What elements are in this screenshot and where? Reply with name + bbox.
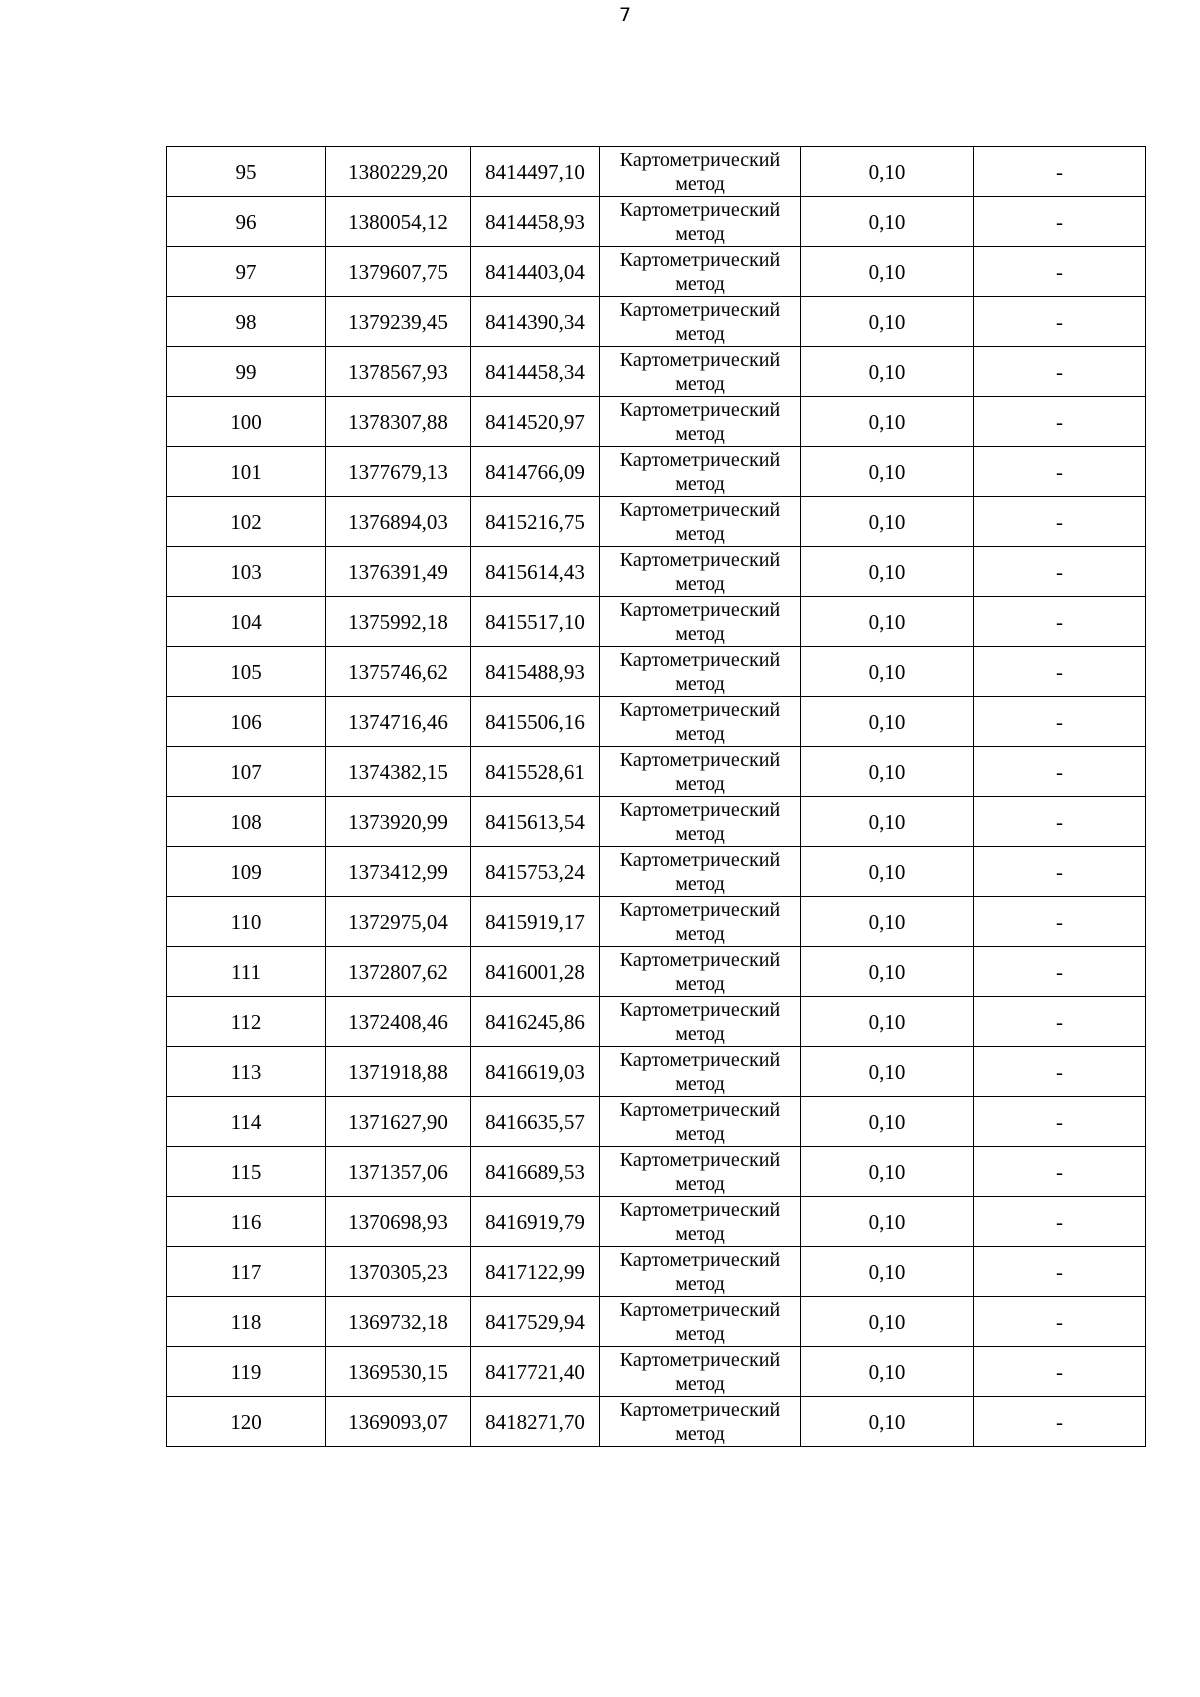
method-cell [600,447,801,497]
method-cell [600,1247,801,1297]
table-row [167,1097,1146,1147]
method-cell [600,1047,801,1097]
accuracy-cell: 0,10 [801,897,974,947]
x-coordinate-cell: 1379239,45 [326,297,471,347]
y-coordinate-cell: 8414497,10 [471,147,600,197]
point-number-cell: 99 [167,347,326,397]
x-coordinate-cell: 1374716,46 [326,697,471,747]
accuracy-cell: 0,10 [801,847,974,897]
point-number-cell: 111 [167,947,326,997]
accuracy-cell: 0,10 [801,1047,974,1097]
accuracy-cell: 0,10 [801,1197,974,1247]
method-cell [600,347,801,397]
x-coordinate-cell: 1372408,46 [326,997,471,1047]
method-line-1: Картометрический [619,348,781,371]
note-cell: - [974,497,1146,547]
accuracy-cell: 0,10 [801,247,974,297]
accuracy-cell: 0,10 [801,1147,974,1197]
method-cell [600,1197,801,1247]
y-coordinate-cell: 8417721,40 [471,1347,600,1397]
method-cell [600,1297,801,1347]
table-row [167,297,1146,347]
y-coordinate-cell: 8414766,09 [471,447,600,497]
method-line-2: метод [675,272,725,295]
accuracy-cell: 0,10 [801,747,974,797]
method-line-1: Картометрический [619,898,781,921]
method-cell [600,1097,801,1147]
y-coordinate-cell: 8415216,75 [471,497,600,547]
point-number-cell: 95 [167,147,326,197]
method-cell [600,897,801,947]
method-cell [600,997,801,1047]
x-coordinate-cell: 1376894,03 [326,497,471,547]
point-number-cell: 105 [167,647,326,697]
method-line-1: Картометрический [619,1298,781,1321]
point-number-cell: 119 [167,1347,326,1397]
method-cell [600,547,801,597]
note-cell: - [974,1197,1146,1247]
x-coordinate-cell: 1376391,49 [326,547,471,597]
accuracy-cell: 0,10 [801,797,974,847]
table-row [167,1197,1146,1247]
method-cell [600,247,801,297]
note-cell: - [974,747,1146,797]
method-line-2: метод [675,772,725,795]
y-coordinate-cell: 8418271,70 [471,1397,600,1447]
table-row [167,797,1146,847]
point-number-cell: 118 [167,1297,326,1347]
note-cell: - [974,1147,1146,1197]
note-cell: - [974,347,1146,397]
x-coordinate-cell: 1373412,99 [326,847,471,897]
method-cell [600,947,801,997]
y-coordinate-cell: 8416689,53 [471,1147,600,1197]
table-row [167,347,1146,397]
method-cell [600,797,801,847]
method-line-2: метод [675,722,725,745]
y-coordinate-cell: 8416619,03 [471,1047,600,1097]
method-cell [600,1147,801,1197]
method-line-1: Картометрический [619,748,781,771]
table-row [167,947,1146,997]
method-line-1: Картометрический [619,1148,781,1171]
page-number: 7 [618,4,632,26]
note-cell: - [974,697,1146,747]
method-line-2: метод [675,1422,725,1445]
method-line-2: метод [675,322,725,345]
method-cell [600,847,801,897]
accuracy-cell: 0,10 [801,1347,974,1397]
method-line-1: Картометрический [619,798,781,821]
accuracy-cell: 0,10 [801,1397,974,1447]
note-cell: - [974,647,1146,697]
point-number-cell: 97 [167,247,326,297]
method-line-1: Картометрический [619,698,781,721]
method-line-2: метод [675,172,725,195]
method-line-1: Картометрический [619,648,781,671]
method-line-2: метод [675,372,725,395]
x-coordinate-cell: 1375992,18 [326,597,471,647]
note-cell: - [974,1297,1146,1347]
note-cell: - [974,397,1146,447]
x-coordinate-cell: 1373920,99 [326,797,471,847]
method-line-2: метод [675,672,725,695]
accuracy-cell: 0,10 [801,547,974,597]
point-number-cell: 101 [167,447,326,497]
point-number-cell: 102 [167,497,326,547]
y-coordinate-cell: 8415753,24 [471,847,600,897]
method-line-2: метод [675,822,725,845]
method-line-1: Картометрический [619,1198,781,1221]
x-coordinate-cell: 1380229,20 [326,147,471,197]
y-coordinate-cell: 8414458,93 [471,197,600,247]
accuracy-cell: 0,10 [801,1247,974,1297]
method-line-2: метод [675,922,725,945]
y-coordinate-cell: 8416635,57 [471,1097,600,1147]
x-coordinate-cell: 1370305,23 [326,1247,471,1297]
method-line-2: метод [675,422,725,445]
point-number-cell: 104 [167,597,326,647]
method-cell [600,647,801,697]
x-coordinate-cell: 1369732,18 [326,1297,471,1347]
table-row [167,1347,1146,1397]
point-number-cell: 103 [167,547,326,597]
accuracy-cell: 0,10 [801,697,974,747]
x-coordinate-cell: 1374382,15 [326,747,471,797]
point-number-cell: 109 [167,847,326,897]
method-cell [600,147,801,197]
table-row [167,597,1146,647]
table-row [167,147,1146,197]
method-line-2: метод [675,1272,725,1295]
y-coordinate-cell: 8414520,97 [471,397,600,447]
accuracy-cell: 0,10 [801,197,974,247]
point-number-cell: 116 [167,1197,326,1247]
x-coordinate-cell: 1371627,90 [326,1097,471,1147]
method-cell [600,197,801,247]
note-cell: - [974,197,1146,247]
y-coordinate-cell: 8414403,04 [471,247,600,297]
method-line-1: Картометрический [619,398,781,421]
accuracy-cell: 0,10 [801,947,974,997]
point-number-cell: 98 [167,297,326,347]
table-row [167,897,1146,947]
y-coordinate-cell: 8417529,94 [471,1297,600,1347]
method-line-2: метод [675,1322,725,1345]
y-coordinate-cell: 8415517,10 [471,597,600,647]
table-row [167,1397,1146,1447]
point-number-cell: 117 [167,1247,326,1297]
note-cell: - [974,847,1146,897]
x-coordinate-cell: 1372975,04 [326,897,471,947]
method-cell [600,1347,801,1397]
table-row [167,397,1146,447]
y-coordinate-cell: 8415506,16 [471,697,600,747]
method-line-2: метод [675,472,725,495]
method-line-2: метод [675,1072,725,1095]
accuracy-cell: 0,10 [801,447,974,497]
method-line-1: Картометрический [619,1348,781,1371]
table-row [167,1247,1146,1297]
method-line-1: Картометрический [619,1098,781,1121]
method-line-2: метод [675,1222,725,1245]
table-row [167,1147,1146,1197]
method-line-2: метод [675,1022,725,1045]
x-coordinate-cell: 1371918,88 [326,1047,471,1097]
note-cell: - [974,297,1146,347]
method-cell [600,697,801,747]
method-line-2: метод [675,572,725,595]
x-coordinate-cell: 1377679,13 [326,447,471,497]
y-coordinate-cell: 8416001,28 [471,947,600,997]
method-line-1: Картометрический [619,548,781,571]
y-coordinate-cell: 8414390,34 [471,297,600,347]
method-cell [600,397,801,447]
accuracy-cell: 0,10 [801,347,974,397]
accuracy-cell: 0,10 [801,497,974,547]
x-coordinate-cell: 1375746,62 [326,647,471,697]
coordinates-table-body [167,147,1146,1447]
point-number-cell: 113 [167,1047,326,1097]
y-coordinate-cell: 8415528,61 [471,747,600,797]
method-line-2: метод [675,222,725,245]
x-coordinate-cell: 1369530,15 [326,1347,471,1397]
table-row [167,647,1146,697]
note-cell: - [974,1047,1146,1097]
method-line-1: Картометрический [619,948,781,971]
table-row [167,197,1146,247]
point-number-cell: 96 [167,197,326,247]
note-cell: - [974,1397,1146,1447]
method-cell [600,597,801,647]
x-coordinate-cell: 1379607,75 [326,247,471,297]
point-number-cell: 115 [167,1147,326,1197]
y-coordinate-cell: 8415919,17 [471,897,600,947]
method-line-1: Картометрический [619,298,781,321]
note-cell: - [974,997,1146,1047]
method-line-1: Картометрический [619,498,781,521]
y-coordinate-cell: 8417122,99 [471,1247,600,1297]
method-line-2: метод [675,1122,725,1145]
method-line-2: метод [675,1372,725,1395]
x-coordinate-cell: 1371357,06 [326,1147,471,1197]
accuracy-cell: 0,10 [801,597,974,647]
table-row [167,547,1146,597]
table-row [167,697,1146,747]
note-cell: - [974,597,1146,647]
table-row [167,847,1146,897]
method-line-1: Картометрический [619,1248,781,1271]
accuracy-cell: 0,10 [801,1097,974,1147]
note-cell: - [974,147,1146,197]
point-number-cell: 114 [167,1097,326,1147]
note-cell: - [974,1247,1146,1297]
y-coordinate-cell: 8415614,43 [471,547,600,597]
table-row [167,747,1146,797]
note-cell: - [974,797,1146,847]
x-coordinate-cell: 1378567,93 [326,347,471,397]
table-row [167,1297,1146,1347]
note-cell: - [974,947,1146,997]
note-cell: - [974,247,1146,297]
point-number-cell: 106 [167,697,326,747]
method-cell [600,297,801,347]
point-number-cell: 110 [167,897,326,947]
accuracy-cell: 0,10 [801,647,974,697]
method-line-2: метод [675,972,725,995]
y-coordinate-cell: 8415613,54 [471,797,600,847]
x-coordinate-cell: 1380054,12 [326,197,471,247]
table-row [167,497,1146,547]
accuracy-cell: 0,10 [801,397,974,447]
method-line-1: Картометрический [619,598,781,621]
y-coordinate-cell: 8416919,79 [471,1197,600,1247]
coordinates-table [166,146,1146,1447]
method-line-1: Картометрический [619,1398,781,1421]
note-cell: - [974,447,1146,497]
method-line-1: Картометрический [619,248,781,271]
y-coordinate-cell: 8414458,34 [471,347,600,397]
accuracy-cell: 0,10 [801,297,974,347]
method-line-2: метод [675,872,725,895]
method-line-1: Картометрический [619,148,781,171]
method-line-2: метод [675,1172,725,1195]
method-cell [600,1397,801,1447]
y-coordinate-cell: 8415488,93 [471,647,600,697]
x-coordinate-cell: 1378307,88 [326,397,471,447]
method-line-2: метод [675,522,725,545]
method-line-1: Картометрический [619,198,781,221]
method-line-1: Картометрический [619,448,781,471]
note-cell: - [974,1347,1146,1397]
table-row [167,1047,1146,1097]
y-coordinate-cell: 8416245,86 [471,997,600,1047]
x-coordinate-cell: 1370698,93 [326,1197,471,1247]
point-number-cell: 108 [167,797,326,847]
point-number-cell: 100 [167,397,326,447]
x-coordinate-cell: 1369093,07 [326,1397,471,1447]
point-number-cell: 112 [167,997,326,1047]
x-coordinate-cell: 1372807,62 [326,947,471,997]
accuracy-cell: 0,10 [801,147,974,197]
accuracy-cell: 0,10 [801,1297,974,1347]
point-number-cell: 107 [167,747,326,797]
method-cell [600,497,801,547]
note-cell: - [974,1097,1146,1147]
note-cell: - [974,897,1146,947]
method-line-1: Картометрический [619,1048,781,1071]
method-line-1: Картометрический [619,848,781,871]
table-row [167,997,1146,1047]
note-cell: - [974,547,1146,597]
method-line-2: метод [675,622,725,645]
table-row [167,447,1146,497]
table-row [167,247,1146,297]
accuracy-cell: 0,10 [801,997,974,1047]
method-line-1: Картометрический [619,998,781,1021]
point-number-cell: 120 [167,1397,326,1447]
method-cell [600,747,801,797]
